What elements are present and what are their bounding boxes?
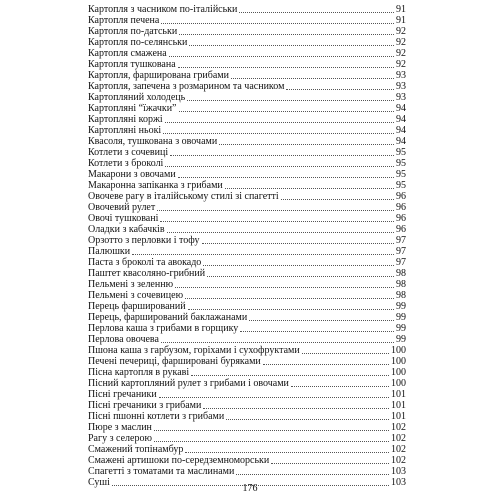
toc-entry-title: Овочевий рулет <box>88 202 156 213</box>
toc-entry-page: 101 <box>391 411 406 422</box>
toc-entry-page: 94 <box>396 125 406 136</box>
dot-leader <box>203 407 389 409</box>
toc-entry <box>88 334 406 345</box>
dot-leader <box>154 440 389 442</box>
toc-entry <box>88 345 406 356</box>
toc-entry <box>88 323 406 334</box>
dot-leader <box>188 308 394 310</box>
toc-entry-page: 92 <box>396 37 406 48</box>
toc-entry-title: Пельмені з зеленню <box>88 279 174 290</box>
toc-entry <box>88 59 406 70</box>
toc-entry-page: 100 <box>391 345 406 356</box>
toc-entry-title: Рагу з селерою <box>88 433 152 444</box>
toc-entry-page: 99 <box>396 334 406 345</box>
dot-leader <box>236 473 389 475</box>
toc-entry-page: 98 <box>396 290 406 301</box>
toc-entry-page: 102 <box>391 433 406 444</box>
toc-entry-page: 98 <box>396 268 406 279</box>
toc-entry <box>88 103 406 114</box>
toc-entry-title: Смажені артишоки по-середземноморськи <box>88 455 270 466</box>
toc-entry-title: Квасоля, тушкована з овочами <box>88 136 218 147</box>
toc-entry-title: Пельмені з сочевицею <box>88 290 184 301</box>
toc-entry-page: 101 <box>391 400 406 411</box>
toc-entry-title: Пісний картопляний рулет з грибами і овочами <box>88 378 289 389</box>
dot-leader <box>231 77 394 79</box>
toc-entry <box>88 136 406 147</box>
toc-entry-page: 96 <box>396 224 406 235</box>
dot-leader <box>191 374 389 376</box>
toc-entry-title: Картопля з часником по-італійськи <box>88 4 238 15</box>
page-number: 176 <box>242 483 258 494</box>
dot-leader <box>165 121 394 123</box>
toc-entry-page: 94 <box>396 114 406 125</box>
toc-entry <box>88 301 406 312</box>
dot-leader <box>226 418 389 420</box>
toc-entry <box>88 158 406 169</box>
dot-leader <box>202 242 395 244</box>
dot-leader <box>271 462 389 464</box>
toc-entry-page: 93 <box>396 92 406 103</box>
toc-entry-title: Пшона каша з гарбузом, горіхами і сухофруктами <box>88 345 300 356</box>
dot-leader <box>185 297 394 299</box>
toc-entry-title: Перець фарширований <box>88 301 186 312</box>
dot-leader <box>161 341 394 343</box>
toc-entry-page: 94 <box>396 136 406 147</box>
dot-leader <box>178 176 394 178</box>
toc-entry-title: Картопляний холодець <box>88 92 186 103</box>
toc-entry <box>88 15 406 26</box>
toc-entry <box>88 257 406 268</box>
toc-entry-title: Картопля печена <box>88 15 160 26</box>
toc-entry-page: 95 <box>396 180 406 191</box>
toc-entry <box>88 389 406 400</box>
dot-leader <box>240 330 394 332</box>
toc-entry-title: Перець, фарширований баклажанами <box>88 312 248 323</box>
toc-entry-title: Картопля, запечена з розмарином та часником <box>88 81 285 92</box>
toc-entry <box>88 312 406 323</box>
toc-entry-page: 92 <box>396 59 406 70</box>
toc-entry <box>88 400 406 411</box>
toc-entry <box>88 268 406 279</box>
dot-leader <box>225 187 394 189</box>
toc-entry-page: 100 <box>391 356 406 367</box>
toc-entry-title: Спагетті з томатами та маслинами <box>88 466 235 477</box>
dot-leader <box>207 275 394 277</box>
toc-entry <box>88 433 406 444</box>
toc-entry-page: 103 <box>391 477 406 488</box>
toc-entry-page: 95 <box>396 158 406 169</box>
toc-entry-title: Пісна картопля в рукаві <box>88 367 190 378</box>
dot-leader <box>132 253 394 255</box>
dot-leader <box>165 165 394 167</box>
toc-entry <box>88 235 406 246</box>
toc-entry-page: 100 <box>391 367 406 378</box>
toc-entry-title: Паста з броколі та авокадо <box>88 257 202 268</box>
toc-entry <box>88 180 406 191</box>
dot-leader <box>239 11 394 13</box>
toc-entry <box>88 70 406 81</box>
toc-entry-title: Смажений топінамбур <box>88 444 184 455</box>
dot-leader <box>175 286 394 288</box>
toc-entry-title: Картопляні коржі <box>88 114 163 125</box>
toc-entry <box>88 37 406 48</box>
dot-leader <box>189 44 394 46</box>
toc-entry-title: Паштет квасоляно-грибний <box>88 268 206 279</box>
toc-entry <box>88 466 406 477</box>
toc-entry-page: 103 <box>391 466 406 477</box>
toc-entry-page: 97 <box>396 235 406 246</box>
toc-entry-title: Орзотто з перловки і тофу <box>88 235 200 246</box>
toc-entry-page: 96 <box>396 202 406 213</box>
toc-entry-title: Котлети з броколі <box>88 158 164 169</box>
toc-entry <box>88 48 406 59</box>
toc-entry-page: 102 <box>391 444 406 455</box>
toc-entry <box>88 26 406 37</box>
dot-leader <box>160 220 394 222</box>
dot-leader <box>187 99 394 101</box>
toc-entry <box>88 367 406 378</box>
dot-leader <box>185 451 389 453</box>
dot-leader <box>286 88 394 90</box>
toc-entry <box>88 213 406 224</box>
toc-entry-title: Овочеве рагу в італійському стилі зі спагетті <box>88 191 279 202</box>
toc-entry-page: 102 <box>391 422 406 433</box>
toc-entry-title: Макаронна запіканка з грибами <box>88 180 223 191</box>
dot-leader <box>249 319 394 321</box>
dot-leader <box>159 396 389 398</box>
toc-entry-title: Картопля по-селянськи <box>88 37 188 48</box>
toc-entry-page: 100 <box>391 378 406 389</box>
toc-entry-page: 98 <box>396 279 406 290</box>
toc-entry-title: Пісні гречаники з грибами <box>88 400 202 411</box>
dot-leader <box>203 264 394 266</box>
dot-leader <box>154 429 389 431</box>
dot-leader <box>169 55 394 57</box>
toc-entry-page: 91 <box>396 15 406 26</box>
dot-leader <box>163 132 394 134</box>
toc-entry-page: 93 <box>396 81 406 92</box>
toc-entry-title: Картопля по-датськи <box>88 26 178 37</box>
toc-entry-page: 101 <box>391 389 406 400</box>
dot-leader <box>219 143 394 145</box>
toc-entry-title: Картопля тушкована <box>88 59 176 70</box>
dot-leader <box>178 66 394 68</box>
dot-leader <box>179 110 395 112</box>
toc-entry-page: 96 <box>396 191 406 202</box>
toc-entry-page: 94 <box>396 103 406 114</box>
toc-entry-page: 93 <box>396 70 406 81</box>
toc-entry <box>88 279 406 290</box>
toc-entry-title: Пюре з маслин <box>88 422 152 433</box>
toc-entry-title: Котлети з сочевиці <box>88 147 169 158</box>
toc-entry-page: 91 <box>396 4 406 15</box>
toc-entry <box>88 378 406 389</box>
toc-entry <box>88 422 406 433</box>
dot-leader <box>157 209 394 211</box>
toc-entry <box>88 290 406 301</box>
toc-entry <box>88 4 406 15</box>
dot-leader <box>302 352 389 354</box>
toc-entry-page: 92 <box>396 48 406 59</box>
toc-entry-title: Овочі тушковані <box>88 213 159 224</box>
toc-entry-page: 97 <box>396 246 406 257</box>
toc-entry <box>88 92 406 103</box>
toc-entry <box>88 169 406 180</box>
toc-entry <box>88 81 406 92</box>
toc-entry-page: 92 <box>396 26 406 37</box>
toc-entry-title: Картопляні “їжачки” <box>88 103 177 114</box>
toc-entry <box>88 444 406 455</box>
toc-entry <box>88 191 406 202</box>
dot-leader <box>281 198 394 200</box>
toc-entry <box>88 125 406 136</box>
toc-entry-title: Палюшки <box>88 246 131 257</box>
toc-entry-title: Картопляні ньокі <box>88 125 162 136</box>
dot-leader <box>291 385 389 387</box>
toc-entry <box>88 202 406 213</box>
toc-entry-page: 95 <box>396 169 406 180</box>
toc-entry-title: Пісні пшонні котлети з грибами <box>88 411 225 422</box>
toc-entry-page: 99 <box>396 323 406 334</box>
toc-entry <box>88 455 406 466</box>
toc-entry <box>88 356 406 367</box>
toc-entry-title: Макарони з овочами <box>88 169 176 180</box>
toc-entry-title: Суші <box>88 477 110 488</box>
dot-leader <box>179 33 394 35</box>
toc-entry-page: 99 <box>396 301 406 312</box>
toc-entry-page: 97 <box>396 257 406 268</box>
dot-leader <box>161 22 394 24</box>
toc-entry-title: Пісні гречаники <box>88 389 157 400</box>
toc-entry-title: Перлова каша з грибами в горщику <box>88 323 239 334</box>
toc-entry-title: Печені печериці, фаршировані буряками <box>88 356 261 367</box>
toc-entry-title: Перлова овочева <box>88 334 159 345</box>
toc-entry-title: Картопля, фарширована грибами <box>88 70 229 81</box>
toc-entry <box>88 411 406 422</box>
dot-leader <box>170 154 394 156</box>
toc-entry <box>88 114 406 125</box>
toc-entry <box>88 224 406 235</box>
toc-entry <box>88 147 406 158</box>
table-of-contents <box>88 4 406 488</box>
dot-leader <box>167 231 394 233</box>
toc-entry-page: 102 <box>391 455 406 466</box>
toc-entry-page: 96 <box>396 213 406 224</box>
toc-entry-page: 99 <box>396 312 406 323</box>
toc-entry-title: Картопля смажена <box>88 48 167 59</box>
dot-leader <box>263 363 389 365</box>
toc-entry-title: Оладки з кабачків <box>88 224 165 235</box>
toc-entry-page: 95 <box>396 147 406 158</box>
toc-entry <box>88 246 406 257</box>
